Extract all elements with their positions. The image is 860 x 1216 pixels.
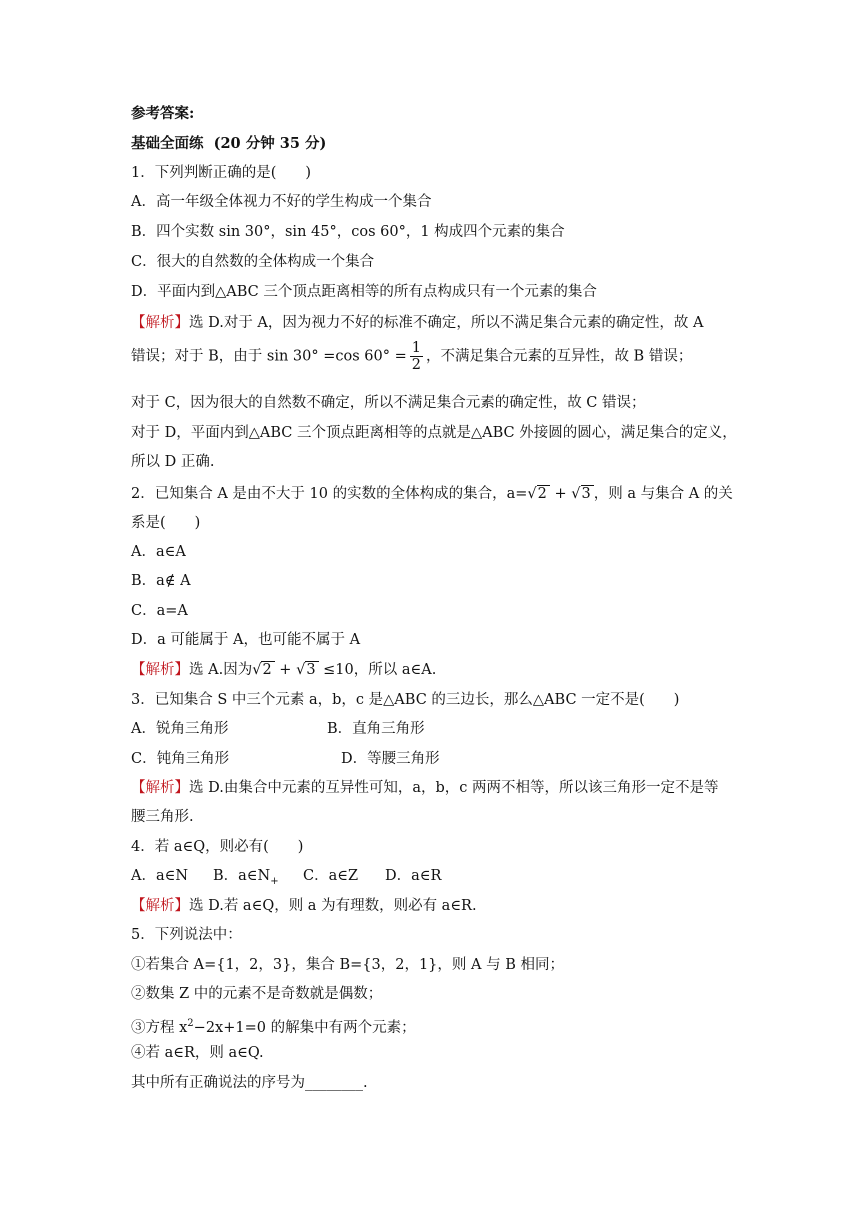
radicand: 3: [581, 485, 594, 502]
q2-option-b: B．a∉ A: [131, 573, 191, 589]
q3-explanation-line1: [131, 778, 718, 798]
q3-options-row1: [131, 719, 425, 739]
q3-analysis-tag: 【解析】: [131, 780, 189, 796]
q5-s3-pre: ③方程 x: [131, 1019, 188, 1036]
q5-statement-3: [131, 1014, 416, 1038]
sqrt-3: √3: [571, 484, 593, 504]
q4-option-a: A．a∈N: [131, 868, 189, 884]
q1-explanation-line5: 所以 D 正确.: [131, 454, 215, 470]
q5-question: 其中所有正确说法的序号为________.: [131, 1075, 368, 1091]
q5-statement-4: ④若 a∈R，则 a∈Q.: [131, 1045, 264, 1061]
q5-stem: 5．下列说法中：: [131, 927, 242, 943]
q2-stem-line2: 系是( ): [131, 515, 201, 531]
q2-exp-post: ≤10，所以 a∈A.: [318, 662, 437, 678]
plus-sign: +: [549, 486, 572, 502]
fraction-denominator: 2: [411, 357, 421, 373]
q2-explanation: [131, 660, 436, 680]
q4-option-b: [213, 866, 303, 892]
q1-exp2-post: ，不满足集合元素的互异性，故 B 错误；: [425, 348, 693, 365]
q3-option-d: D．等腰三角形: [341, 751, 440, 767]
q4-option-b-text: B．a∈N: [213, 868, 271, 884]
sqrt-2: √2: [527, 484, 549, 504]
q1-analysis-tag: 【解析】: [131, 315, 189, 331]
q2-stem-post: ，则 a 与集合 A 的关: [593, 486, 733, 502]
q3-stem: 3．已知集合 S 中三个元素 a，b，c 是△ABC 的三边长，那么△ABC 一定不是( ): [131, 692, 680, 708]
radicand: 2: [261, 661, 274, 678]
q5-statement-2: ②数集 Z 中的元素不是奇数就是偶数；: [131, 986, 383, 1002]
q3-option-a: A．锐角三角形: [131, 721, 229, 737]
q1-option-c: C．很大的自然数的全体构成一个集合: [131, 254, 375, 270]
q2-option-c: C．a=A: [131, 603, 188, 619]
q2-stem-pre: 2．已知集合 A 是由不大于 10 的实数的全体构成的集合，a=: [131, 486, 528, 502]
q4-analysis-tag: 【解析】: [131, 898, 189, 914]
q1-exp2-pre: 错误；对于 B，由于 sin 30° =cos 60° =: [131, 348, 407, 365]
q5-s3-post: −2x+1=0 的解集中有两个元素；: [193, 1019, 416, 1036]
q3-exp1: 选 D.由集合中元素的互异性可知，a，b，c 两两不相等，所以该三角形一定不是等: [189, 780, 719, 796]
q5-s3-exponent: 2: [187, 1018, 194, 1029]
section-title: [131, 134, 326, 154]
q4-option-c: C．a∈Z: [303, 868, 359, 884]
q4-exp: 选 D.若 a∈Q，则 a 为有理数，则必有 a∈R.: [189, 898, 477, 914]
q1-exp1: 选 D.对于 A，因为视力不好的标准不确定，所以不满足集合元素的确定性，故 A: [189, 315, 704, 331]
q5-statement-1: ①若集合 A={1，2，3}，集合 B={3，2，1}，则 A 与 B 相同；: [131, 957, 564, 973]
section-time: (20 分钟 35 分): [213, 135, 327, 152]
q2-analysis-tag: 【解析】: [131, 662, 189, 678]
q3-explanation-line2: 腰三角形.: [131, 809, 194, 825]
q3-option-b: B．直角三角形: [327, 721, 425, 737]
section-title-text: 基础全面练: [131, 135, 204, 152]
q2-exp-pre: 选 A.因为: [189, 662, 253, 678]
q1-option-d: D．平面内到△ABC 三个顶点距离相等的所有点构成只有一个元素的集合: [131, 284, 597, 300]
q3-option-c: C．钝角三角形: [131, 751, 230, 767]
q1-explanation-line4: 对于 D，平面内到△ABC 三个顶点距离相等的点就是△ABC 外接圆的圆心，满足集合的定义，: [131, 425, 737, 441]
q4-explanation: [131, 896, 477, 916]
plus-sign: +: [274, 662, 297, 678]
q1-explanation-line2: [131, 340, 692, 373]
radicand: 3: [305, 661, 318, 678]
answer-heading: 参考答案:: [131, 105, 195, 122]
radicand: 2: [537, 485, 550, 502]
q4-option-d: D．a∈R: [385, 868, 442, 884]
q4-option-b-sub: +: [270, 875, 279, 887]
q2-stem-line1: [131, 484, 733, 504]
half-fraction: [410, 340, 423, 373]
q1-option-b: B．四个实数 sin 30°，sin 45°，cos 60°，1 构成四个元素的集合: [131, 224, 565, 240]
q2-option-a: A．a∈A: [131, 544, 186, 560]
q2-option-d: D．a 可能属于 A，也可能不属于 A: [131, 632, 361, 648]
q1-explanation-line1: [131, 313, 704, 333]
q1-option-a: A．高一年级全体视力不好的学生构成一个集合: [131, 194, 432, 210]
sqrt-2: √2: [252, 660, 274, 680]
q4-stem: 4．若 a∈Q，则必有( ): [131, 839, 304, 855]
q4-options: [131, 866, 441, 892]
q1-stem: 1．下列判断正确的是( ): [131, 165, 312, 181]
q3-options-row2: [131, 749, 440, 769]
q1-explanation-line3: 对于 C，因为很大的自然数不确定，所以不满足集合元素的确定性，故 C 错误；: [131, 395, 646, 411]
fraction-numerator: 1: [411, 340, 421, 356]
sqrt-3: √3: [296, 660, 318, 680]
